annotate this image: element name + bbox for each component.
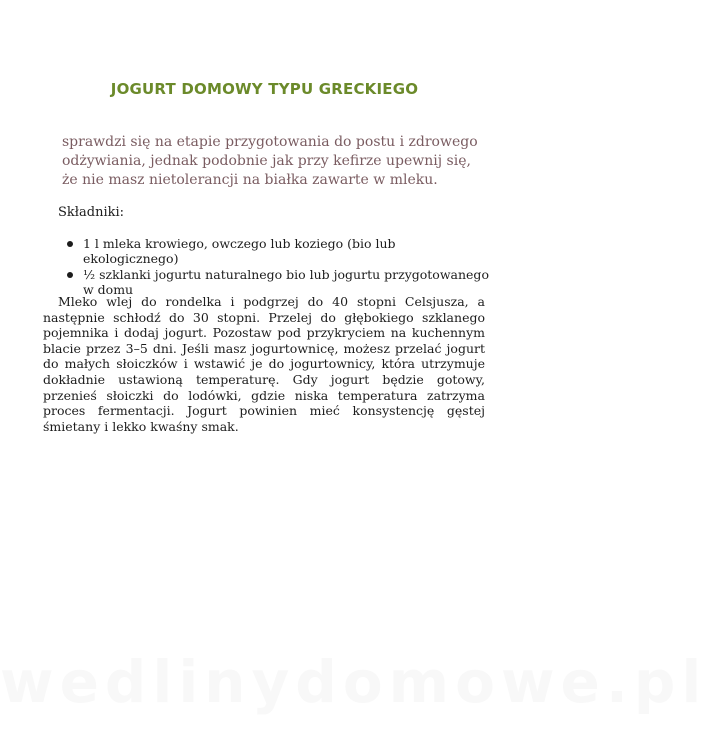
ingredients-heading: Składniki: (58, 205, 125, 220)
recipe-title: JOGURT DOMOWY TYPU GRECKIEGO (110, 80, 419, 98)
ingredient-text: 1 l mleka krowiego, owczego lub koziego (bio lub ekologicznego) (83, 236, 396, 266)
ingredient-text: ½ szklanki jogurtu naturalnego bio lub jogurtu przygotowanego w domu (83, 267, 489, 297)
recipe-method: Mleko wlej do rondelka i podgrzej do 40 stopni Celsjusza, a następnie schłodź do 30 stopni. Przelej do głębokiego szklanego pojemnika i dodaj jogurt. Pozostaw pod przykryciem na kuchennym blacie przez 3–5 dni. Jeśli masz jogurtownicę, możesz przelać jogurt do małych słoiczków i wstawić je do jogurtownicy, która utrzymuje dokładnie ustawioną temperaturę. Gdy jogurt będzie gotowy, przenieś słoiczki do lodówki, gdzie niska temperatura zatrzyma proces fermentacji. Jogurt powinien mieć konsystencję gęstej śmietany i lekko kwaśny smak. (43, 294, 485, 434)
ingredients-list (62, 236, 492, 298)
recipe-intro: sprawdzi się na etapie przygotowania do postu i zdrowego odżywiania, jednak podobnie jak przy kefirze upewnij się, że nie masz nietolerancji na białka zawarte w mleku. (62, 134, 478, 188)
watermark: wedlinydomowe.pl (0, 648, 707, 716)
bullet-icon (67, 272, 73, 278)
bullet-icon (67, 241, 73, 247)
ingredient-item (62, 267, 492, 297)
ingredient-item (62, 236, 492, 266)
